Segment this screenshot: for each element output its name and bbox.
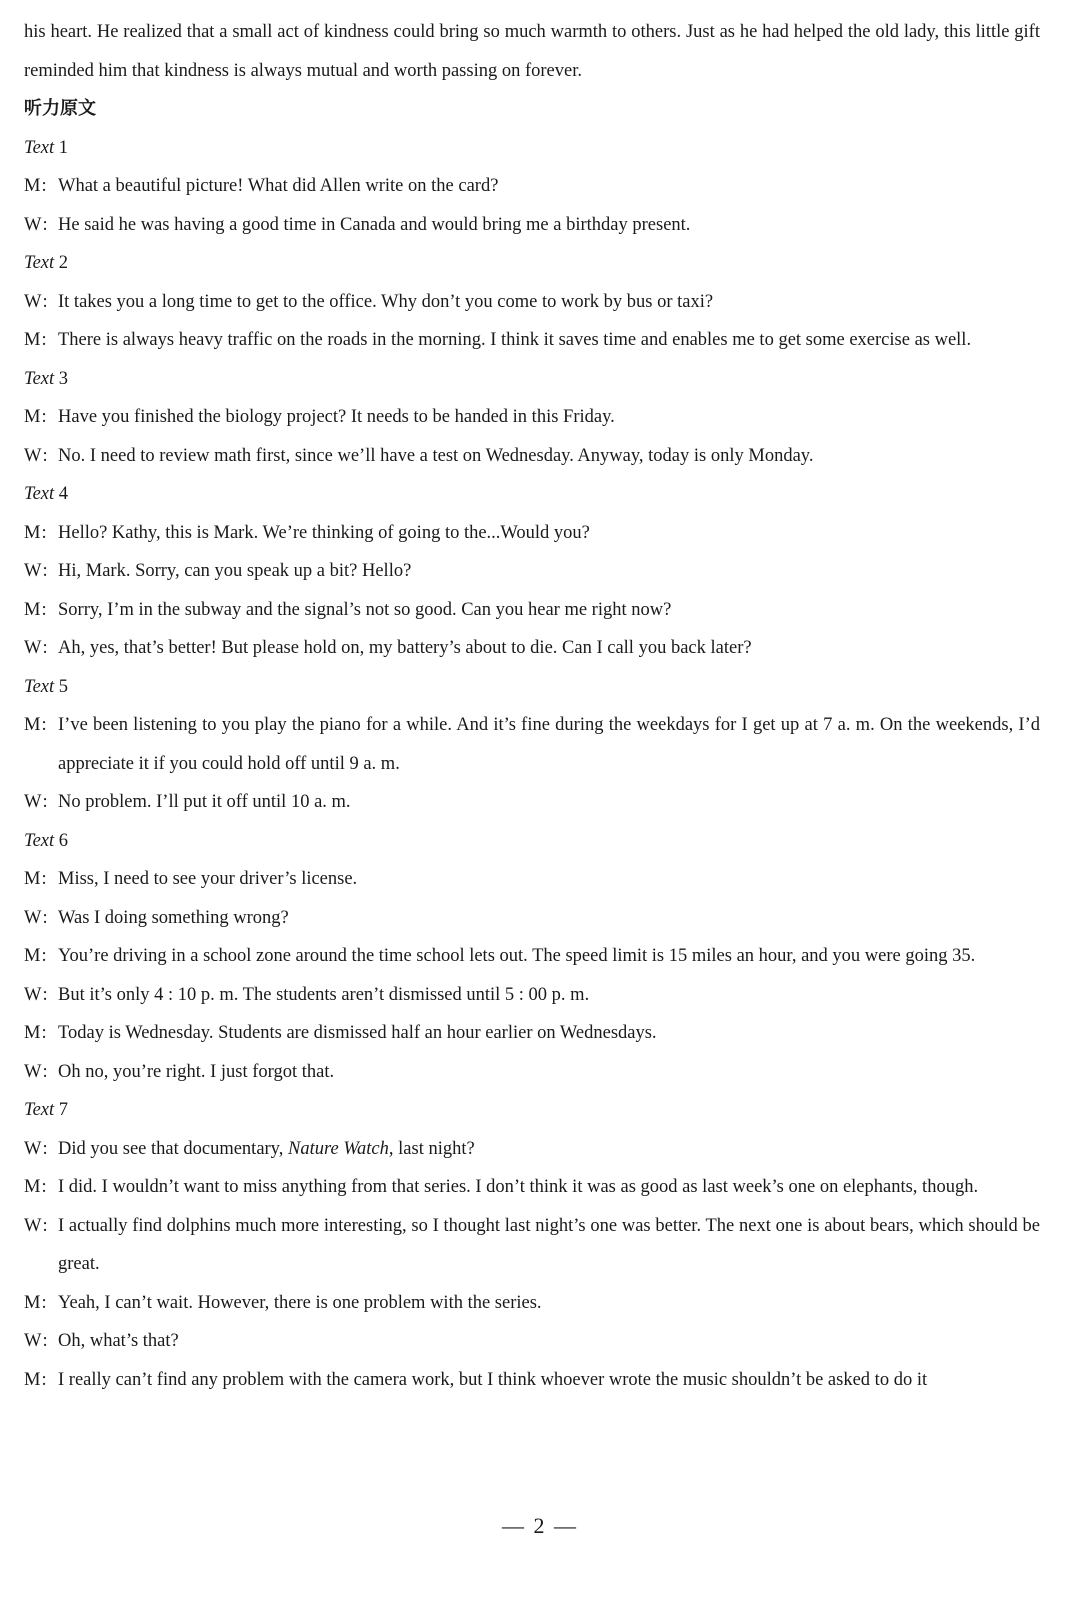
dialogue-text: Hi, Mark. Sorry, can you speak up a bit? Hello?: [58, 561, 412, 581]
dialogue-list: [24, 129, 1040, 1400]
speaker-initial: M: [24, 176, 41, 196]
dialogue-text: You’re driving in a school zone around the time school lets out. The speed limit is 15 miles an hour, and you were going 35.: [58, 946, 976, 966]
speaker-initial: W: [24, 907, 42, 928]
dialogue-text: Yeah, I can’t wait. However, there is one problem with the series.: [58, 1292, 542, 1313]
speaker-tag: M:: [24, 715, 47, 735]
dialogue-line: [24, 398, 1040, 437]
dialogue-text: Oh no, you’re right. I just forgot that.: [58, 1061, 335, 1082]
speaker-tag: M:: [24, 407, 47, 427]
dialogue-text: I did. I wouldn’t want to miss anything from that series. I don’t think it was as good as last week’s one on elephants, though.: [58, 1177, 979, 1197]
speaker-initial: M: [24, 522, 41, 543]
speaker-tag: W:: [24, 1215, 48, 1236]
speaker-tag: M:: [24, 1177, 47, 1197]
speaker-tag: M:: [24, 946, 47, 966]
speaker-tag: M:: [24, 599, 47, 620]
dialogue-line: [24, 1168, 1040, 1207]
speaker-tag: W:: [24, 291, 48, 312]
dialogue-text: No problem. I’ll put it off until 10 a. m.: [58, 792, 351, 812]
speaker-tag: M:: [24, 1023, 47, 1043]
dialogue-line: [24, 860, 1040, 899]
dialogue-text: It takes you a long time to get to the office. Why don’t you come to work by bus or taxi?: [58, 291, 714, 312]
dialogue-text: There is always heavy traffic on the roads in the morning. I think it saves time and enables me to get some exercise as well.: [58, 330, 972, 350]
speaker-initial: M: [24, 715, 41, 735]
speaker-tag: M:: [24, 1369, 47, 1390]
dialogue-line: [24, 321, 1040, 360]
speaker-tag: M:: [24, 1292, 47, 1313]
text-label: [24, 668, 1040, 707]
dialogue-text: Ah, yes, that’s better! But please hold on, my battery’s about to die. Can I call you back later?: [58, 638, 752, 658]
dialogue-text: Sorry, I’m in the subway and the signal’s not so good. Can you hear me right now?: [58, 599, 672, 620]
text-label-number: 4: [58, 484, 69, 504]
speaker-initial: M: [24, 407, 41, 427]
speaker-tag: W:: [24, 214, 48, 235]
text-label-word: Text: [24, 830, 55, 851]
text-label-word: Text: [24, 676, 55, 697]
dialogue-text: What a beautiful picture! What did Allen write on the card?: [58, 176, 499, 196]
speaker-initial: M: [24, 869, 41, 889]
text-label: [24, 1091, 1040, 1130]
text-label-word: Text: [24, 368, 55, 389]
dialogue-line: [24, 783, 1040, 822]
dialogue-line: [24, 1014, 1040, 1053]
dialogue-line: [24, 437, 1040, 476]
speaker-initial: M: [24, 1023, 41, 1043]
dialogue-text: Today is Wednesday. Students are dismissed half an hour earlier on Wednesdays.: [58, 1023, 657, 1043]
speaker-initial: W: [24, 561, 42, 581]
speaker-tag: W:: [24, 1331, 48, 1351]
dialogue-line: [24, 1130, 1040, 1169]
dialogue-line: [24, 552, 1040, 591]
text-label-word: Text: [24, 484, 55, 504]
text-label-number: 7: [58, 1100, 69, 1120]
text-label-number: 1: [58, 137, 69, 158]
speaker-tag: W:: [24, 792, 48, 812]
dialogue-text: Oh, what’s that?: [58, 1331, 179, 1351]
dialogue-line: [24, 706, 1040, 783]
dialogue-text: Have you finished the biology project? It needs to be handed in this Friday.: [58, 407, 615, 427]
speaker-tag: M:: [24, 522, 47, 543]
documentary-title: Nature Watch: [288, 1138, 389, 1159]
speaker-initial: M: [24, 330, 41, 350]
speaker-tag: W:: [24, 638, 48, 658]
dialogue-text: I’ve been listening to you play the piano for a while. And it’s fine during the weekdays for I get up at 7 a. m. On the weekends, I’d appreciate it if you could hold off until 9 a. m.: [58, 715, 1040, 774]
speaker-initial: W: [24, 638, 42, 658]
dialogue-line: [24, 1361, 1040, 1400]
speaker-initial: W: [24, 214, 42, 235]
page-number: — 2 —: [502, 1513, 578, 1538]
speaker-initial: W: [24, 445, 42, 466]
intro-paragraph: his heart. He realized that a small act of kindness could bring so much warmth to others. Just as he had helped the old lady, this little gift reminded him that kindness is always mutual and worth passing on forever.: [24, 22, 1040, 81]
dialogue-line: [24, 591, 1040, 630]
text-label: [24, 822, 1040, 861]
speaker-tag: W:: [24, 1061, 48, 1082]
speaker-tag: M:: [24, 330, 47, 350]
dialogue-line: [24, 1207, 1040, 1284]
text-label-word: Text: [24, 1100, 55, 1120]
speaker-initial: W: [24, 984, 42, 1005]
dialogue-text: Did you see that documentary, Nature Watch, last night?: [58, 1138, 475, 1159]
dialogue-line: [24, 514, 1040, 553]
dialogue-line: [24, 937, 1040, 976]
dialogue-text: He said he was having a good time in Canada and would bring me a birthday present.: [58, 214, 691, 235]
speaker-initial: W: [24, 1215, 42, 1236]
speaker-tag: W:: [24, 445, 48, 466]
speaker-initial: W: [24, 1061, 42, 1082]
text-label-number: 6: [58, 830, 69, 851]
text-label: [24, 129, 1040, 168]
speaker-initial: M: [24, 1177, 41, 1197]
dialogue-line: [24, 206, 1040, 245]
text-label-number: 2: [58, 253, 69, 273]
dialogue-line: [24, 629, 1040, 668]
text-label-number: 3: [58, 368, 69, 389]
text-label: [24, 244, 1040, 283]
dialogue-line: [24, 283, 1040, 322]
dialogue-text: Miss, I need to see your driver’s license.: [58, 869, 358, 889]
speaker-initial: W: [24, 291, 42, 312]
speaker-tag: M:: [24, 869, 47, 889]
text-label: [24, 475, 1040, 514]
speaker-initial: M: [24, 599, 41, 620]
dialogue-line: [24, 976, 1040, 1015]
text-label-word: Text: [24, 253, 55, 273]
dialogue-text: I actually find dolphins much more interesting, so I thought last night’s one was better. The next one is about bears, which should be great.: [58, 1215, 1040, 1274]
document-body: [24, 13, 1040, 1399]
speaker-initial: W: [24, 1138, 42, 1159]
speaker-tag: W:: [24, 561, 48, 581]
dialogue-text: Was I doing something wrong?: [58, 907, 289, 928]
dialogue-text: I really can’t find any problem with the camera work, but I think whoever wrote the music shouldn’t be asked to do it: [58, 1369, 928, 1390]
dialogue-text: Hello? Kathy, this is Mark. We’re thinking of going to the...Would you?: [58, 522, 590, 543]
dialogue-line: [24, 1284, 1040, 1323]
speaker-tag: W:: [24, 907, 48, 928]
dialogue-line: [24, 1322, 1040, 1361]
text-label: [24, 360, 1040, 399]
text-label-word: Text: [24, 137, 55, 158]
dialogue-line: [24, 167, 1040, 206]
dialogue-line: [24, 1053, 1040, 1092]
dialogue-text: But it’s only 4 : 10 p. m. The students aren’t dismissed until 5 : 00 p. m.: [58, 984, 590, 1005]
dialogue-line: [24, 899, 1040, 938]
dialogue-text: No. I need to review math first, since we’ll have a test on Wednesday. Anyway, today is only Monday.: [58, 445, 814, 466]
speaker-initial: M: [24, 1369, 41, 1390]
speaker-tag: W:: [24, 984, 48, 1005]
speaker-initial: M: [24, 1292, 41, 1313]
speaker-tag: M:: [24, 176, 47, 196]
speaker-initial: W: [24, 792, 42, 812]
speaker-initial: M: [24, 946, 41, 966]
text-label-number: 5: [58, 676, 69, 697]
speaker-tag: W:: [24, 1138, 48, 1159]
speaker-initial: W: [24, 1331, 42, 1351]
section-title: 听力原文: [24, 98, 96, 119]
